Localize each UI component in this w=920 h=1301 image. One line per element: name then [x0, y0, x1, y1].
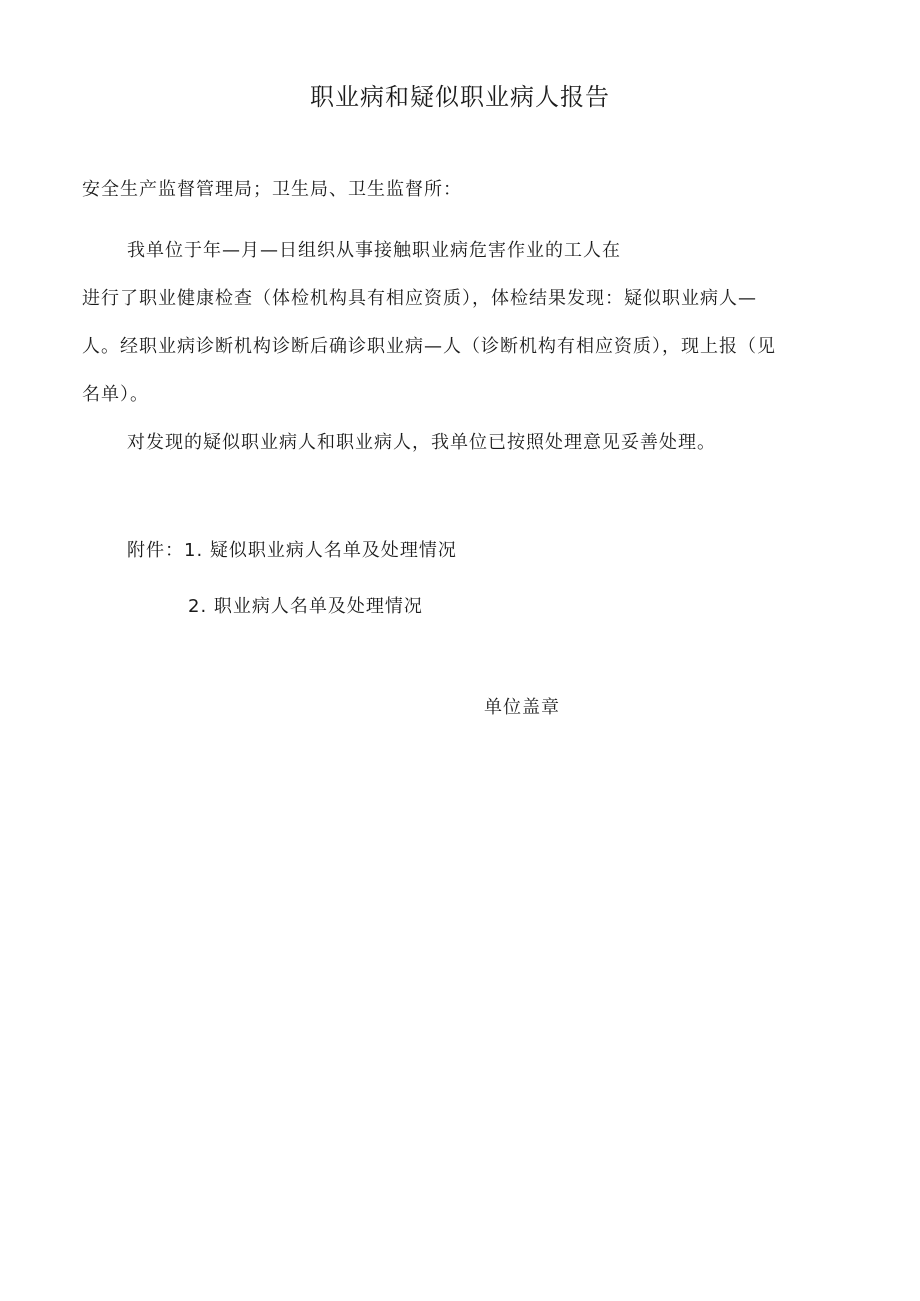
- body-line-3: 人。经职业病诊断机构诊断后确诊职业病—人（诊断机构有相应资质），现上报（见: [82, 336, 776, 357]
- attachment-item-1: 附件：1. 疑似职业病人名单及处理情况: [127, 540, 457, 561]
- body-paragraph-2: 对发现的疑似职业病人和职业病人，我单位已按照处理意见妥善处理。: [127, 432, 716, 453]
- document-title: 职业病和疑似职业病人报告: [310, 83, 610, 111]
- body-line-1: 我单位于年—月—日组织从事接触职业病危害作业的工人在: [127, 240, 621, 261]
- unit-stamp-label: 单位盖章: [484, 697, 560, 718]
- body-line-2: 进行了职业健康检查（体检机构具有相应资质），体检结果发现：疑似职业病人—: [82, 288, 757, 309]
- body-line-4: 名单）。: [82, 384, 149, 405]
- attachment-item-2: 2. 职业病人名单及处理情况: [188, 596, 423, 617]
- salutation: 安全生产监督管理局；卫生局、卫生监督所：: [82, 179, 462, 200]
